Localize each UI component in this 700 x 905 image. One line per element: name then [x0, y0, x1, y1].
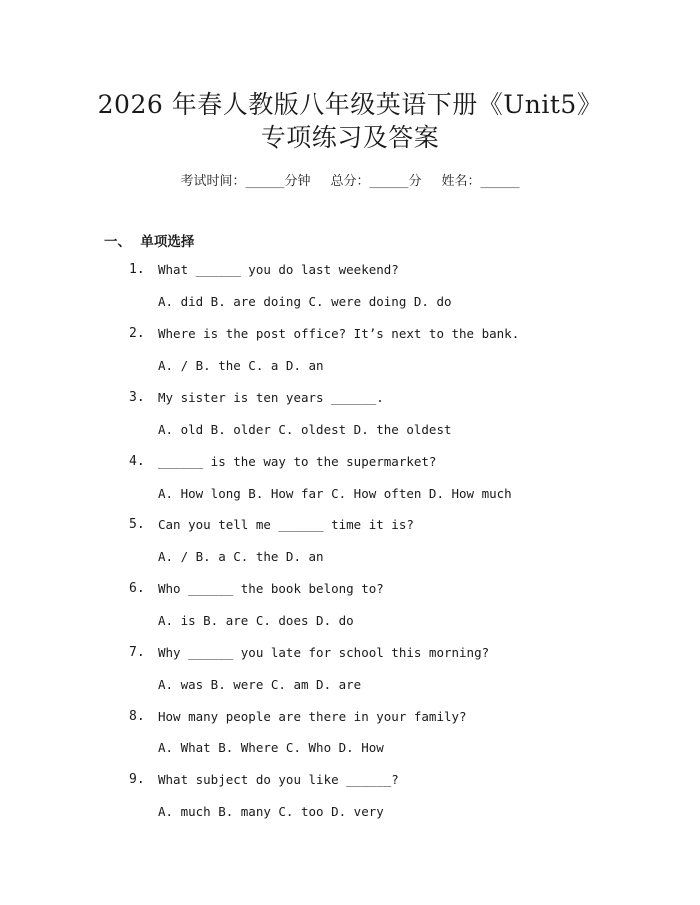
question-number: 3.	[129, 390, 145, 405]
exam-info	[0, 170, 700, 189]
question-number: 4.	[129, 454, 145, 469]
question-options: A. What B. Where C. Who D. How	[158, 740, 384, 755]
question-text: Can you tell me ______ time it is?	[158, 517, 414, 532]
question-options: A. did B. are doing C. were doing D. do	[158, 294, 452, 309]
question-number: 7.	[129, 645, 145, 660]
document-title-line1: 2026 年春人教版八年级英语下册《Unit5》	[97, 90, 603, 119]
question-text: Who ______ the book belong to?	[158, 581, 384, 596]
question-number: 5.	[129, 517, 145, 532]
question-options: A. old B. older C. oldest D. the oldest	[158, 422, 452, 437]
section-title: 一、 单项选择	[104, 234, 195, 250]
question-options: A. / B. the C. a D. an	[158, 358, 324, 373]
question-options: A. How long B. How far C. How often D. How much	[158, 486, 512, 501]
question-number: 2.	[129, 326, 145, 341]
question-text: What ______ you do last weekend?	[158, 262, 399, 277]
student-name: 姓名：______	[441, 174, 520, 189]
question-number: 9.	[129, 772, 145, 787]
question-text: What subject do you like ______?	[158, 772, 399, 787]
question-text: Why ______ you late for school this morning?	[158, 645, 490, 660]
document-title-line2: 专项练习及答案	[260, 123, 440, 152]
question-text: How many people are there in your family?	[158, 709, 467, 724]
total-score: 总分：______分	[330, 174, 422, 189]
question-text: My sister is ten years ______.	[158, 390, 384, 405]
question-text: ______ is the way to the supermarket?	[158, 454, 437, 469]
exam-time: 考试时间：______分钟	[180, 174, 311, 189]
question-options: A. was B. were C. am D. are	[158, 677, 362, 692]
question-text: Where is the post office? It’s next to the bank.	[158, 326, 520, 341]
question-options: A. is B. are C. does D. do	[158, 613, 354, 628]
question-options: A. much B. many C. too D. very	[158, 804, 384, 819]
question-number: 1.	[129, 262, 145, 277]
question-number: 8.	[129, 709, 145, 724]
question-options: A. / B. a C. the D. an	[158, 549, 324, 564]
question-number: 6.	[129, 581, 145, 596]
